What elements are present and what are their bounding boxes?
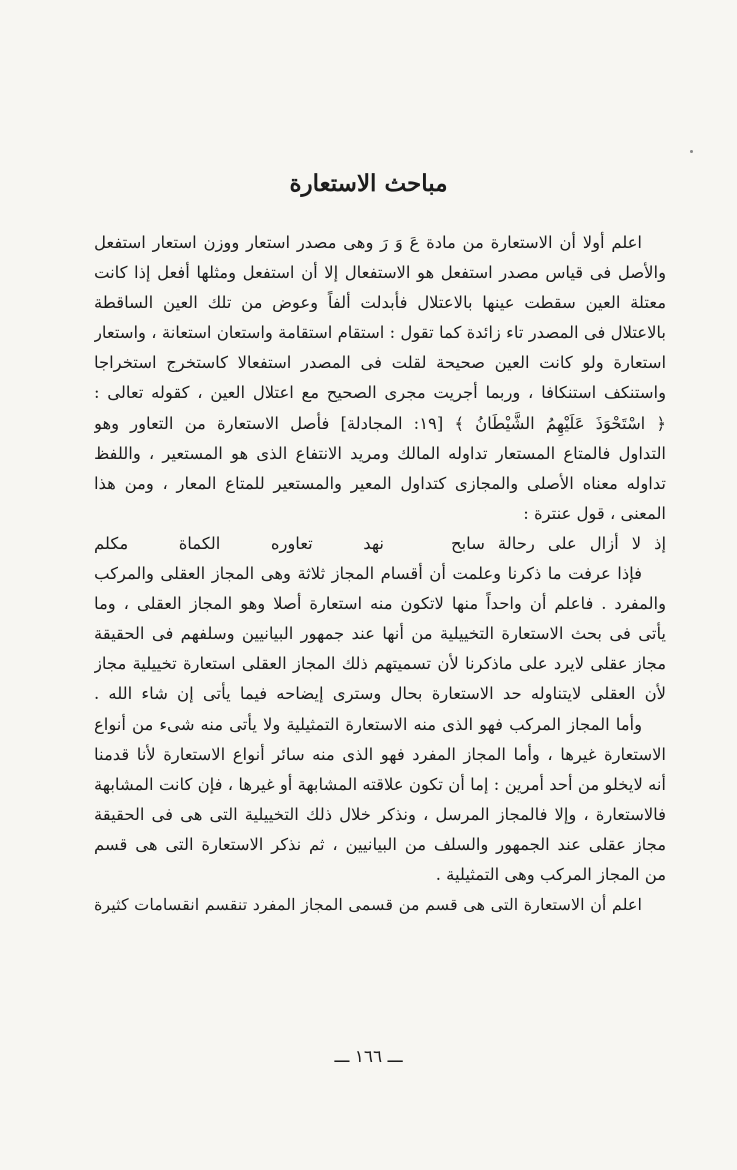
text-line: مجاز عقلى عند الجمهور والسلف من البيانيين ، ثم نذكر الاستعارة التى هى قسم — [94, 834, 666, 854]
text-line: اعلم أن الاستعارة التى هى قسم من قسمى المجاز المفرد تنقسم انقسامات كثيرة — [94, 895, 642, 915]
text-line: أنه لايخلو من أحد أمرين : إما أن تكون علاقته المشابهة أو غيرها ، فإن كانت المشابهة — [94, 774, 666, 794]
text-line: المعنى ، قول عنترة : — [523, 503, 666, 523]
text-line: التداول فالمتاع المستعار تداوله المالك ومريد الانتفاع الذى هو المستعير ، واللفظ — [94, 443, 666, 463]
text-line: واستنكف استنكافا ، وربما أجريت مجرى الصحيح مع اعتلال العين ، كقوله تعالى : — [94, 383, 666, 403]
text-line: الاستعارة غيرها ، وأما المجاز المفرد فهو الذى منه سائر أنواع الاستعارة لأنا قدمنا — [94, 744, 666, 764]
body-text — [94, 228, 666, 920]
text-line: فالاستعارة ، وإلا فالمجاز المرسل ، ونذكر خلال ذلك التخييلية التى هى فى الحقيقة — [94, 804, 666, 824]
verse-second-hemistich: نهد تعاوره الكماة مكلم — [94, 533, 384, 553]
text-line: فإذا عرفت ما ذكرنا وعلمت أن أقسام المجاز ثلاثة وهى المجاز العقلى والمركب — [94, 564, 642, 584]
text-line: معتلة العين سقطت عينها بالاعتلال فأبدلت ألفاً وعوض من تلك العين الساقطة — [94, 293, 666, 313]
text-line: مجاز عقلى لايرد على ماذكرنا لأن تسميتهم ذلك المجاز العقلى استعارة تخييلية مجاز — [94, 654, 666, 674]
text-line: استعارة ولو كانت العين صحيحة لقلت فى المصدر استفعالا كاستخرج استخراجا — [94, 353, 666, 373]
text-line: يأتى فى بحث الاستعارة التخييلية من أنها عند جمهور البيانيين وسلفهم فى الحقيقة — [94, 624, 666, 644]
text-line: والمفرد . فاعلم أن واحداً منها لاتكون منه استعارة أصلا وهو المجاز العقلى ، وما — [94, 594, 666, 614]
quran-verse-line: ﴿ اسْتَحْوَذَ عَلَيْهِمُ الشَّيْطَانُ ﴾ [١٩: المجادلة] فأصل الاستعارة من التعاور وهو — [94, 413, 666, 433]
text-line: لأن العقلى لايتناوله حد الاستعارة بحال وسترى إيضاحه فيما يأتى إن شاء الله . — [94, 684, 666, 704]
text-line: والأصل فى قياس مصدر استفعل هو الاستفعال إلا أن استفعل ومثلها أفعل إذا كانت — [94, 263, 666, 283]
verse-first-hemistich: إذ لا أزال على رحالة سابح — [451, 533, 666, 553]
page-number: ـــ ١٦٦ ـــ — [334, 1047, 403, 1067]
page-title: مباحث الاستعارة — [289, 170, 448, 197]
text-line: بالاعتلال فى المصدر تاء زائدة كما تقول : استقام استقامة واستعان استعانة ، واستعار — [94, 323, 666, 343]
scan-speck — [690, 150, 693, 153]
text-line: اعلم أولا أن الاستعارة من مادة عَ وَ رَ وهى مصدر استعار ووزن استعار استفعل — [94, 233, 642, 252]
poetry-verse — [94, 529, 666, 559]
text-line: تداوله معناه الأصلى والمجازى كتداول المعير والمستعير للمتاع المعار ، ومن هذا — [94, 473, 666, 493]
text-line: من المجاز المركب وهى التمثيلية . — [435, 864, 666, 884]
text-line: وأما المجاز المركب فهو الذى منه الاستعارة التمثيلية ولا يأتى منه شىء من أنواع — [94, 714, 642, 734]
